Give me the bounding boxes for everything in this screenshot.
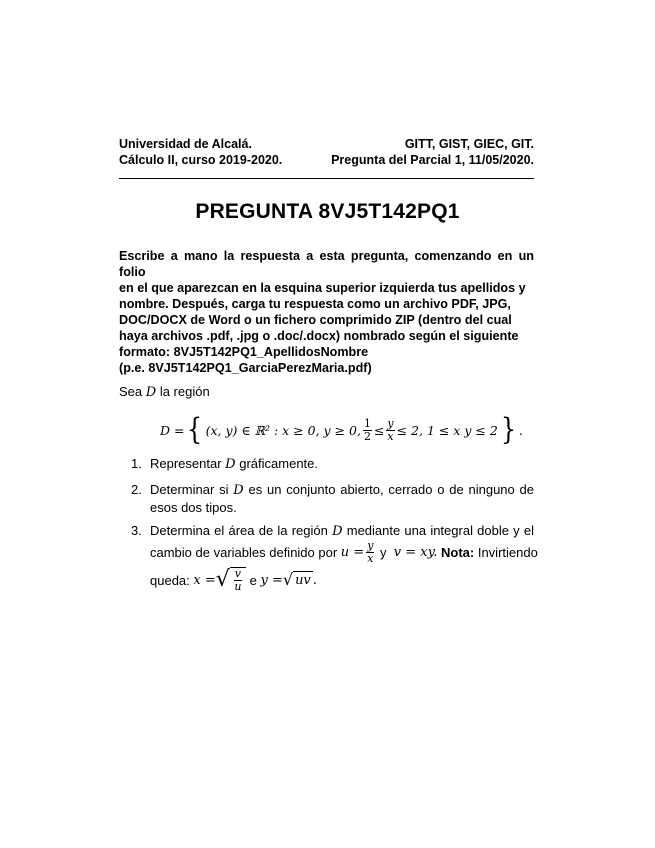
item-end: . <box>312 572 317 588</box>
item3-line2 <box>150 539 538 565</box>
region-definition-formula <box>160 410 523 450</box>
question-title: PREGUNTA 8VJ5T142PQ1 <box>195 200 460 223</box>
intro-text: Sea <box>119 384 143 399</box>
fraction-denominator: x <box>367 552 374 565</box>
item-var: D <box>332 524 343 539</box>
item-text <box>150 455 534 473</box>
instruction-line: haya archivos .pdf, .jpg o .doc/.docx) nombrado según el siguiente <box>119 329 519 343</box>
degree-list: GITT, GIST, GIEC, GIT. <box>404 137 534 151</box>
fraction-y-over-x-inline <box>366 540 374 565</box>
item-text-part: Representar <box>150 456 222 471</box>
list-item <box>119 522 538 602</box>
left-brace: { <box>187 412 203 447</box>
radicand: uv <box>295 573 311 588</box>
instructions-block <box>119 248 534 376</box>
item3-line1 <box>150 522 534 540</box>
radical-sign: √ <box>215 567 230 592</box>
fraction-numerator: y <box>367 539 374 552</box>
instruction-line: nombre. Después, carga tu respuesta como un archivo PDF, JPG, <box>119 297 511 311</box>
item-number: 2. <box>131 482 142 497</box>
u-equals: u = <box>340 545 365 560</box>
note-label: Nota: <box>441 545 475 560</box>
instruction-line: DOC/DOCX de Word o un fichero comprimido ZIP (dentro del cual <box>119 313 512 327</box>
instruction-line: (p.e. 8VJ5T142PQ1_GarciaPerezMaria.pdf) <box>119 361 372 375</box>
fraction-denominator: 2 <box>363 429 371 443</box>
fraction-numerator: y <box>387 416 394 430</box>
item-var: D <box>233 483 244 498</box>
item-text-part: gráficamente. <box>239 456 318 471</box>
course-name: Cálculo II, curso 2019-2020. <box>119 153 283 167</box>
item-text-part: queda: <box>150 572 190 588</box>
y-equals: y = <box>260 572 283 588</box>
item-number: 1. <box>131 456 142 471</box>
item-text <box>150 481 534 516</box>
right-brace: } <box>500 412 517 447</box>
fraction-denominator: u <box>234 580 242 593</box>
list-item <box>119 455 534 472</box>
item-text-part: y <box>380 545 387 560</box>
item-text-part: esos dos tipos. <box>150 500 237 515</box>
item3-line3 <box>150 567 534 593</box>
fraction-denominator: x <box>387 429 394 443</box>
instruction-line: en el que aparezcan en la esquina superior izquierda tus apellidos y <box>119 281 526 295</box>
fraction-numerator: v <box>234 567 241 580</box>
formula-lhs: D = <box>160 422 185 438</box>
intro-text-after: la región <box>159 384 210 399</box>
v-equals: v = xy. <box>393 545 438 560</box>
sqrt-uv <box>283 569 313 591</box>
instruction-line: Escribe a mano la respuesta a esta pregunta, comenzando en un folio <box>119 249 534 279</box>
formula-end: . <box>518 422 523 438</box>
list-item <box>119 481 534 515</box>
radical-sign: √ <box>282 570 294 589</box>
formula-set-start: (x, y) ∈ ℝ² : x ≥ 0, y ≥ 0, <box>205 422 361 438</box>
instruction-line: formato: 8VJ5T142PQ1_ApellidosNombre <box>119 345 369 359</box>
header-divider <box>119 178 534 179</box>
item-text <box>150 522 538 593</box>
item-number: 3. <box>131 523 142 538</box>
radicand <box>230 567 246 593</box>
item-text-part: Determinar si <box>150 482 229 497</box>
intro-sentence <box>119 384 210 400</box>
university-name: Universidad de Alcalá. <box>119 137 252 151</box>
fraction-numerator: 1 <box>363 416 371 430</box>
note-text: Invirtiendo <box>477 545 538 560</box>
intro-var: D <box>145 385 157 400</box>
item-text-part: cambio de variables definido por <box>150 545 338 560</box>
fraction-v-over-u <box>234 568 242 593</box>
item-text-part: Determina el área de la región <box>150 523 328 538</box>
item-text-part: es un conjunto abierto, cerrado o de ninguno de <box>248 482 535 497</box>
fraction-y-over-x <box>386 418 394 443</box>
formula-le: ≤ <box>373 422 385 438</box>
formula-mid: ≤ 2, 1 ≤ x y ≤ 2 <box>396 422 498 438</box>
item-var: D <box>225 457 236 472</box>
fraction-one-half <box>363 418 372 443</box>
item-text-part: e <box>249 572 257 588</box>
sqrt-v-over-u <box>216 567 246 593</box>
x-equals: x = <box>193 572 216 588</box>
exam-info: Pregunta del Parcial 1, 11/05/2020. <box>331 153 534 167</box>
item-text-part: mediante una integral doble y el <box>346 523 534 538</box>
